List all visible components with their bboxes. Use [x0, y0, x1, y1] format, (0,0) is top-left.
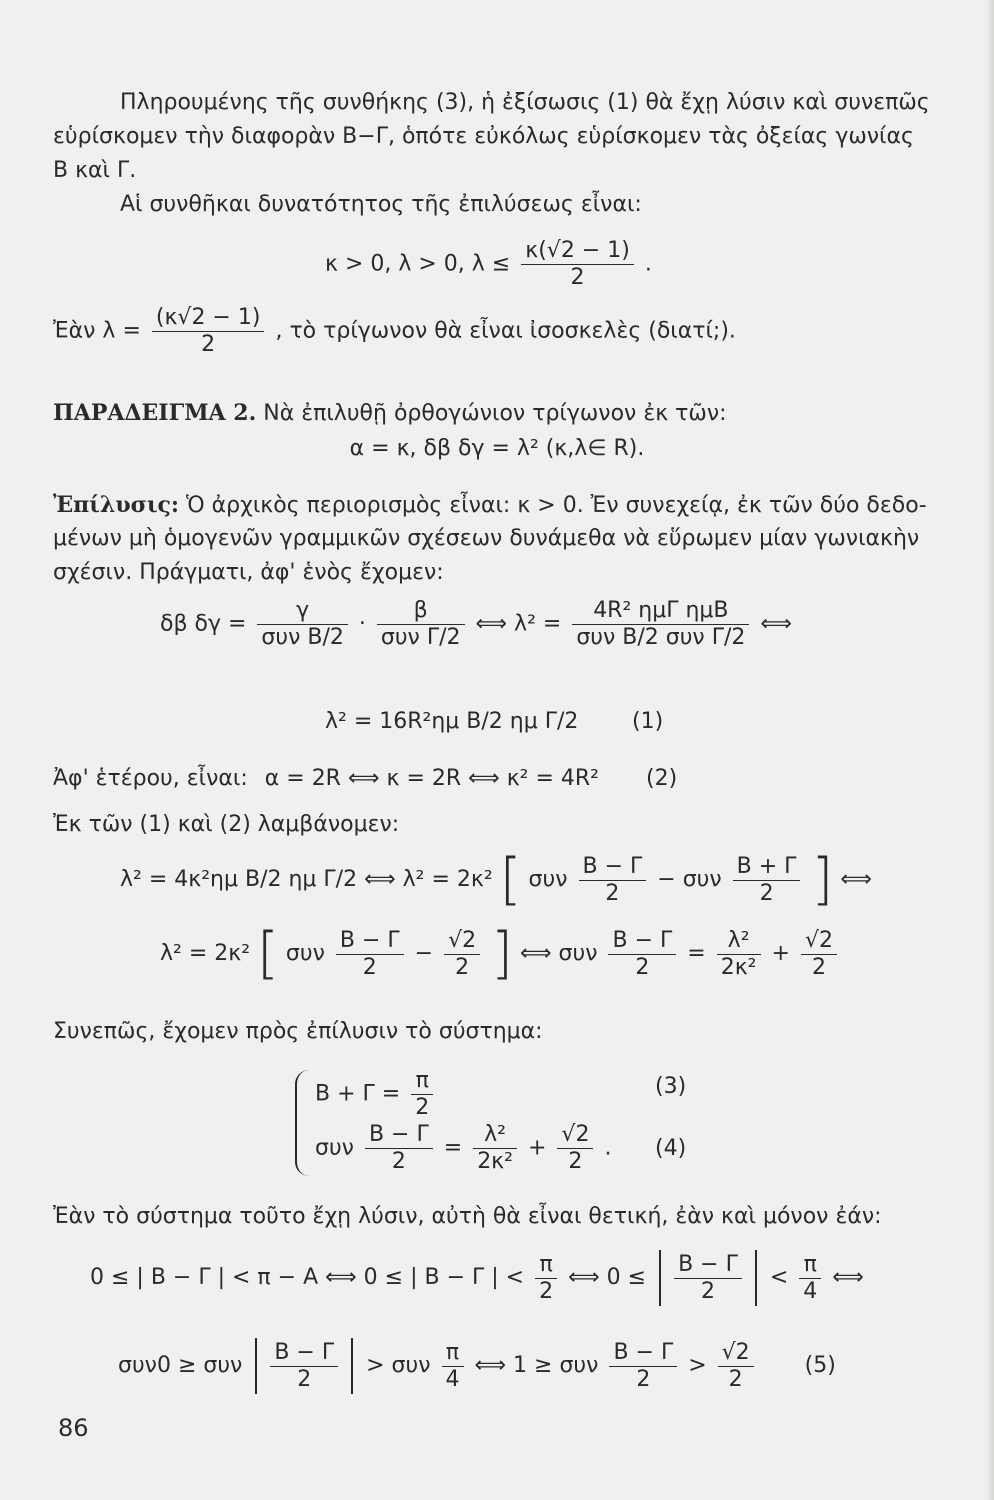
positivity-condition: Ἐὰν τὸ σύστημα τοῦτο ἔχῃ λύσιν, αὐτὴ θὰ εἶναι θετική, ἐὰν καὶ μόνον ἐάν:	[53, 1204, 882, 1229]
example-given: α = κ, δβ δγ = λ² (κ,λ∈ R).	[349, 436, 645, 461]
equation-number-5: (5)	[804, 1353, 836, 1378]
equation-number-4: (4)	[655, 1136, 687, 1161]
fraction: $\frac{\kappa(√2 - 1)}{2}$	[521, 238, 634, 291]
equation-2-line: Ἀφ' ἑτέρου, εἶναι: α = 2R ⟺ κ = 2R ⟺ κ² = 4R² (2)	[53, 766, 678, 791]
example-title: ΠΑΡΑΔΕΙΓΜΑ 2.	[53, 400, 257, 426]
equation-number-2: (2)	[646, 766, 678, 791]
solution-line1: Ἐπίλυσις: Ὁ ἀρχικὸς περιορισμὸς εἶναι: κ > 0. Ἐν συνεχείᾳ, ἐκ τῶν δύο δεδο-	[53, 492, 927, 518]
page-edge-shadow	[986, 0, 994, 1500]
equation-f: λ² = 2κ² [ συν $\frac{B - \Gamma}{2}$ − $\frac{√2}{2}$ ] ⟺ συν $\frac{B - \Gamma}{2}$ = $\frac{\text{λ²}}{\text{2κ²}}$ + $\frac{√2}{2}$	[160, 926, 841, 982]
equation-system	[295, 1068, 715, 1178]
equation-a: δβ δγ = $\frac{\gamma}{\text{συν Β/2}}$ · $\frac{\beta}{\text{συν Γ/2}}$ ⟺ λ² = $\frac{\text{4R² ημΓ ημΒ}}{\text{συν Β/2 συν Γ/2}}$ ⟺	[160, 598, 792, 650]
equation-number-1: (1)	[632, 709, 664, 734]
system-row-3: Β + Γ = $\frac{\pi}{2}$	[315, 1068, 437, 1121]
equation-5: συν0 ≥ συν $\frac{B - \Gamma}{2}$ > συν $\frac{\pi}{4}$ ⟺ 1 ≥ συν $\frac{B - \Gamma}{2}$ > $\frac{√2}{2}$ (5)	[118, 1338, 836, 1394]
fraction: $\frac{(\kappa√2 - 1)}{2}$	[152, 305, 265, 358]
system-lead: Συνεπῶς, ἔχομεν πρὸς ἐπίλυσιν τὸ σύστημα:	[53, 1019, 543, 1044]
para1-line3: Β καὶ Γ.	[53, 158, 137, 183]
para1-line2: εὑρίσκομεν τὴν διαφορὰν Β−Γ, ὁπότε εὐκόλως εὑρίσκομεν τὰς ὀξείας γωνίας	[53, 124, 914, 149]
page-number: 86	[58, 1414, 89, 1442]
solution-line3: σχέσιν. Πράγματι, ἀφ' ἑνὸς ἔχομεν:	[53, 560, 444, 585]
para2-line1: Αἱ συνθῆκαι δυνατότητος τῆς ἐπιλύσεως εἶναι:	[120, 192, 642, 217]
equation-number-3: (3)	[655, 1074, 687, 1099]
isosceles-note: Ἐὰν λ = $\frac{(\kappa√2 - 1)}{2}$ , τὸ τρίγωνον θὰ εἶναι ἰσοσκελὲς (διατί;).	[53, 305, 736, 357]
solution-label: Ἐπίλυσις:	[53, 492, 180, 518]
solution-line2: μένων μὴ ὁμογενῶν γραμμικῶν σχέσεων δυνάμεθα νὰ εὕρωμεν μίαν γωνιακὴν	[53, 526, 920, 551]
example-heading: ΠΑΡΑΔΕΙΓΜΑ 2. Νὰ ἐπιλυθῇ ὀρθογώνιον τρίγωνον ἐκ τῶν:	[53, 400, 727, 426]
equation-e: λ² = 4κ²ημ Β/2 ημ Γ/2 ⟺ λ² = 2κ² [ συν $\frac{B - \Gamma}{2}$ − συν $\frac{B + \Gamma}{2}$ ] ⟺	[120, 847, 872, 912]
feasibility-conditions: κ > 0, λ > 0, λ ≤ $\frac{\kappa(√2 - 1)}{2}$ .	[325, 238, 652, 290]
equation-g: 0 ≤ | Β − Γ | < π − Α ⟺ 0 ≤ | Β − Γ | < $\frac{\pi}{2}$ ⟺ 0 ≤ $\frac{B - \Gamma}{2}$ < $\frac{\pi}{4}$ ⟺	[90, 1250, 864, 1306]
combine-lead: Ἐκ τῶν (1) καὶ (2) λαμβάνομεν:	[53, 812, 400, 837]
system-row-4: συν $\frac{B - \Gamma}{2}$ = $\frac{\text{λ²}}{\text{2κ²}}$ + $\frac{√2}{2}$ .	[315, 1122, 612, 1174]
para1-line1: Πληρουμένης τῆς συνθήκης (3), ἡ ἐξίσωσις (1) θὰ ἔχῃ λύσιν καὶ συνεπῶς	[120, 90, 930, 115]
system-brace	[295, 1070, 311, 1176]
equation-1: λ² = 16R²ημ Β/2 ημ Γ/2	[325, 709, 579, 734]
